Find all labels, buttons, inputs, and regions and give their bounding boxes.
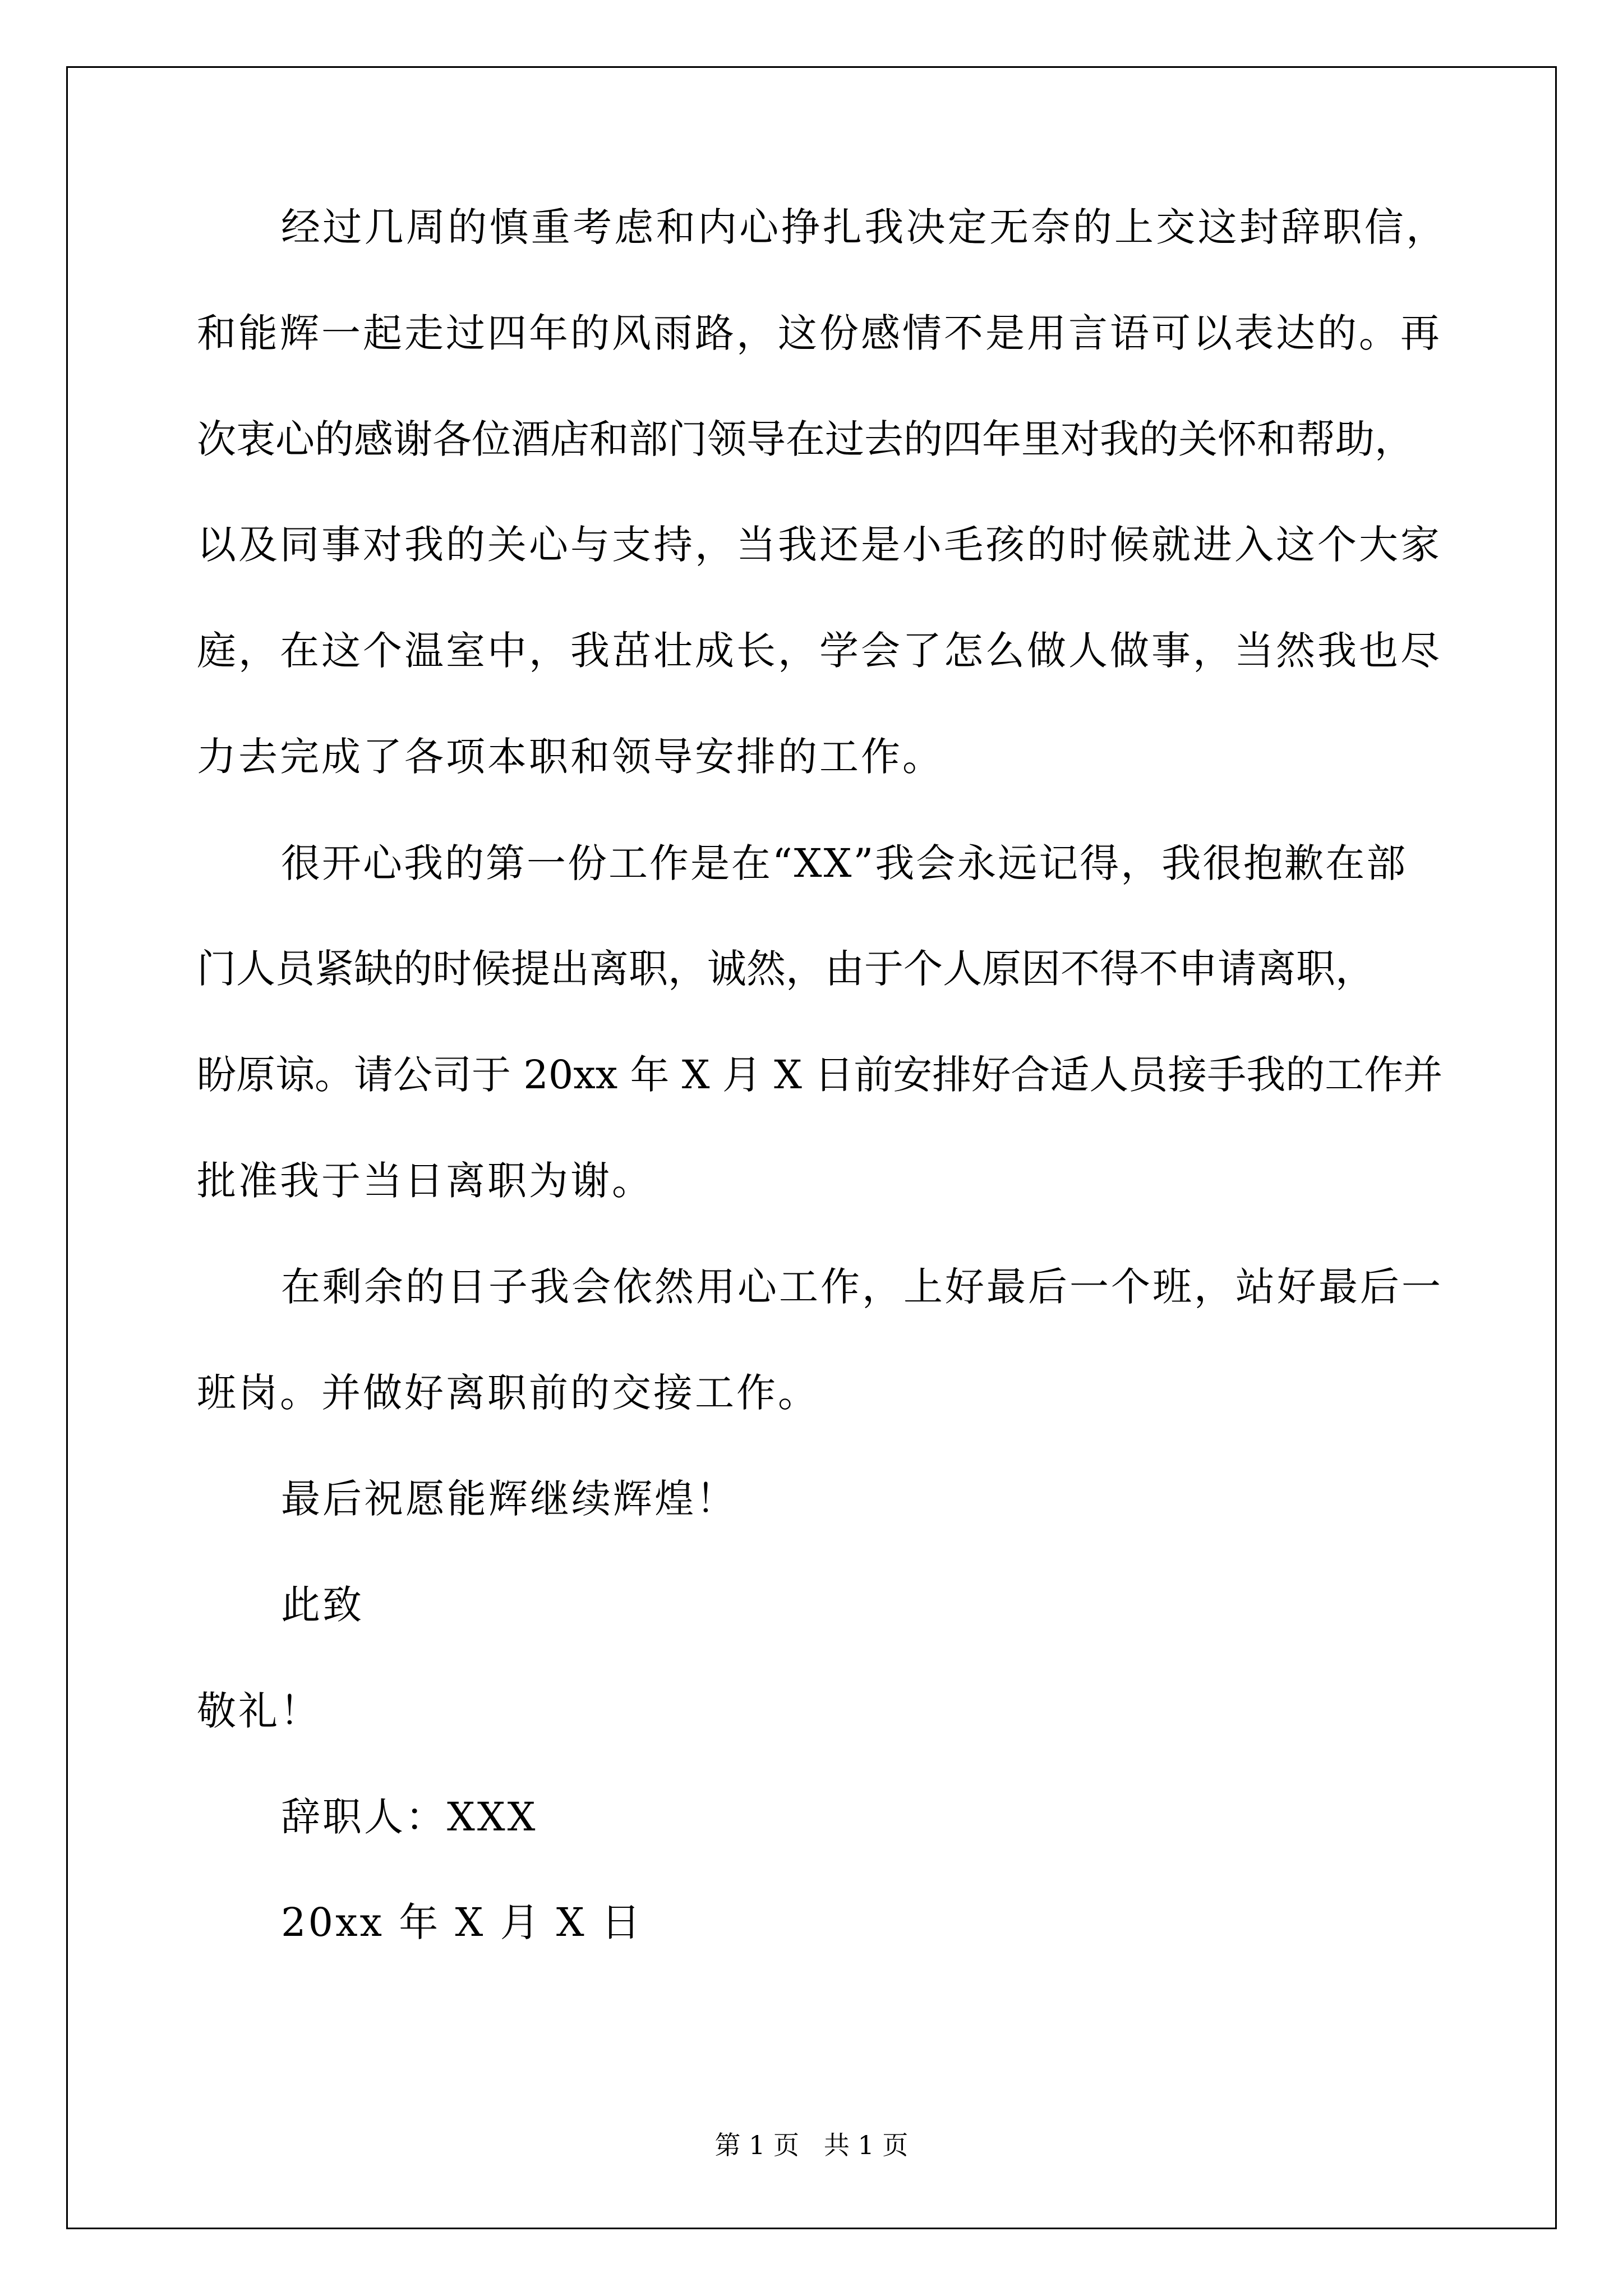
paragraph-1-line-5: 庭，在这个温室中，我茁壮成长，学会了怎么做人做事，当然我也尽	[197, 628, 1442, 674]
paragraph-2-line-4: 批准我于当日离职为谢。	[197, 1158, 653, 1204]
paragraph-2-line-1: 很开心我的第一份工作是在“XX”我会永远记得，我很抱歉在部	[281, 840, 1408, 886]
paragraph-3-line-2: 班岗。并做好离职前的交接工作。	[197, 1370, 819, 1416]
paragraph-1-line-4: 以及同事对我的关心与支持，当我还是小毛孩的时候就进入这个大家	[197, 522, 1442, 568]
paragraph-1-line-6: 力去完成了各项本职和领导安排的工作。	[197, 734, 944, 780]
closing-salutation: 此致	[281, 1582, 364, 1628]
paragraph-1-line-1: 经过几周的慎重考虑和内心挣扎我决定无奈的上交这封辞职信，	[281, 204, 1448, 250]
signature-name: 辞职人：XXX	[281, 1794, 538, 1840]
paragraph-2-line-2: 门人员紧缺的时候提出离职，诚然，由于个人原因不得不申请离职，	[197, 946, 1375, 992]
closing-wish: 最后祝愿能辉继续辉煌！	[281, 1476, 737, 1522]
paragraph-2-line-3: 盼原谅。请公司于 20xx 年 X 月 X 日前安排好合适人员接手我的工作并	[197, 1052, 1443, 1098]
paragraph-3-line-1: 在剩余的日子我会依然用心工作，上好最后一个班，站好最后一	[281, 1264, 1443, 1310]
paragraph-1-line-3: 次衷心的感谢各位酒店和部门领导在过去的四年里对我的关怀和帮助，	[197, 416, 1414, 462]
page-footer: 第 1 页 共 1 页	[714, 2130, 909, 2160]
closing-regards: 敬礼！	[197, 1688, 321, 1734]
paragraph-1-line-2: 和能辉一起走过四年的风雨路，这份感情不是用言语可以表达的。再	[197, 310, 1442, 356]
signature-date: 20xx 年 X 月 X 日	[281, 1899, 643, 1945]
